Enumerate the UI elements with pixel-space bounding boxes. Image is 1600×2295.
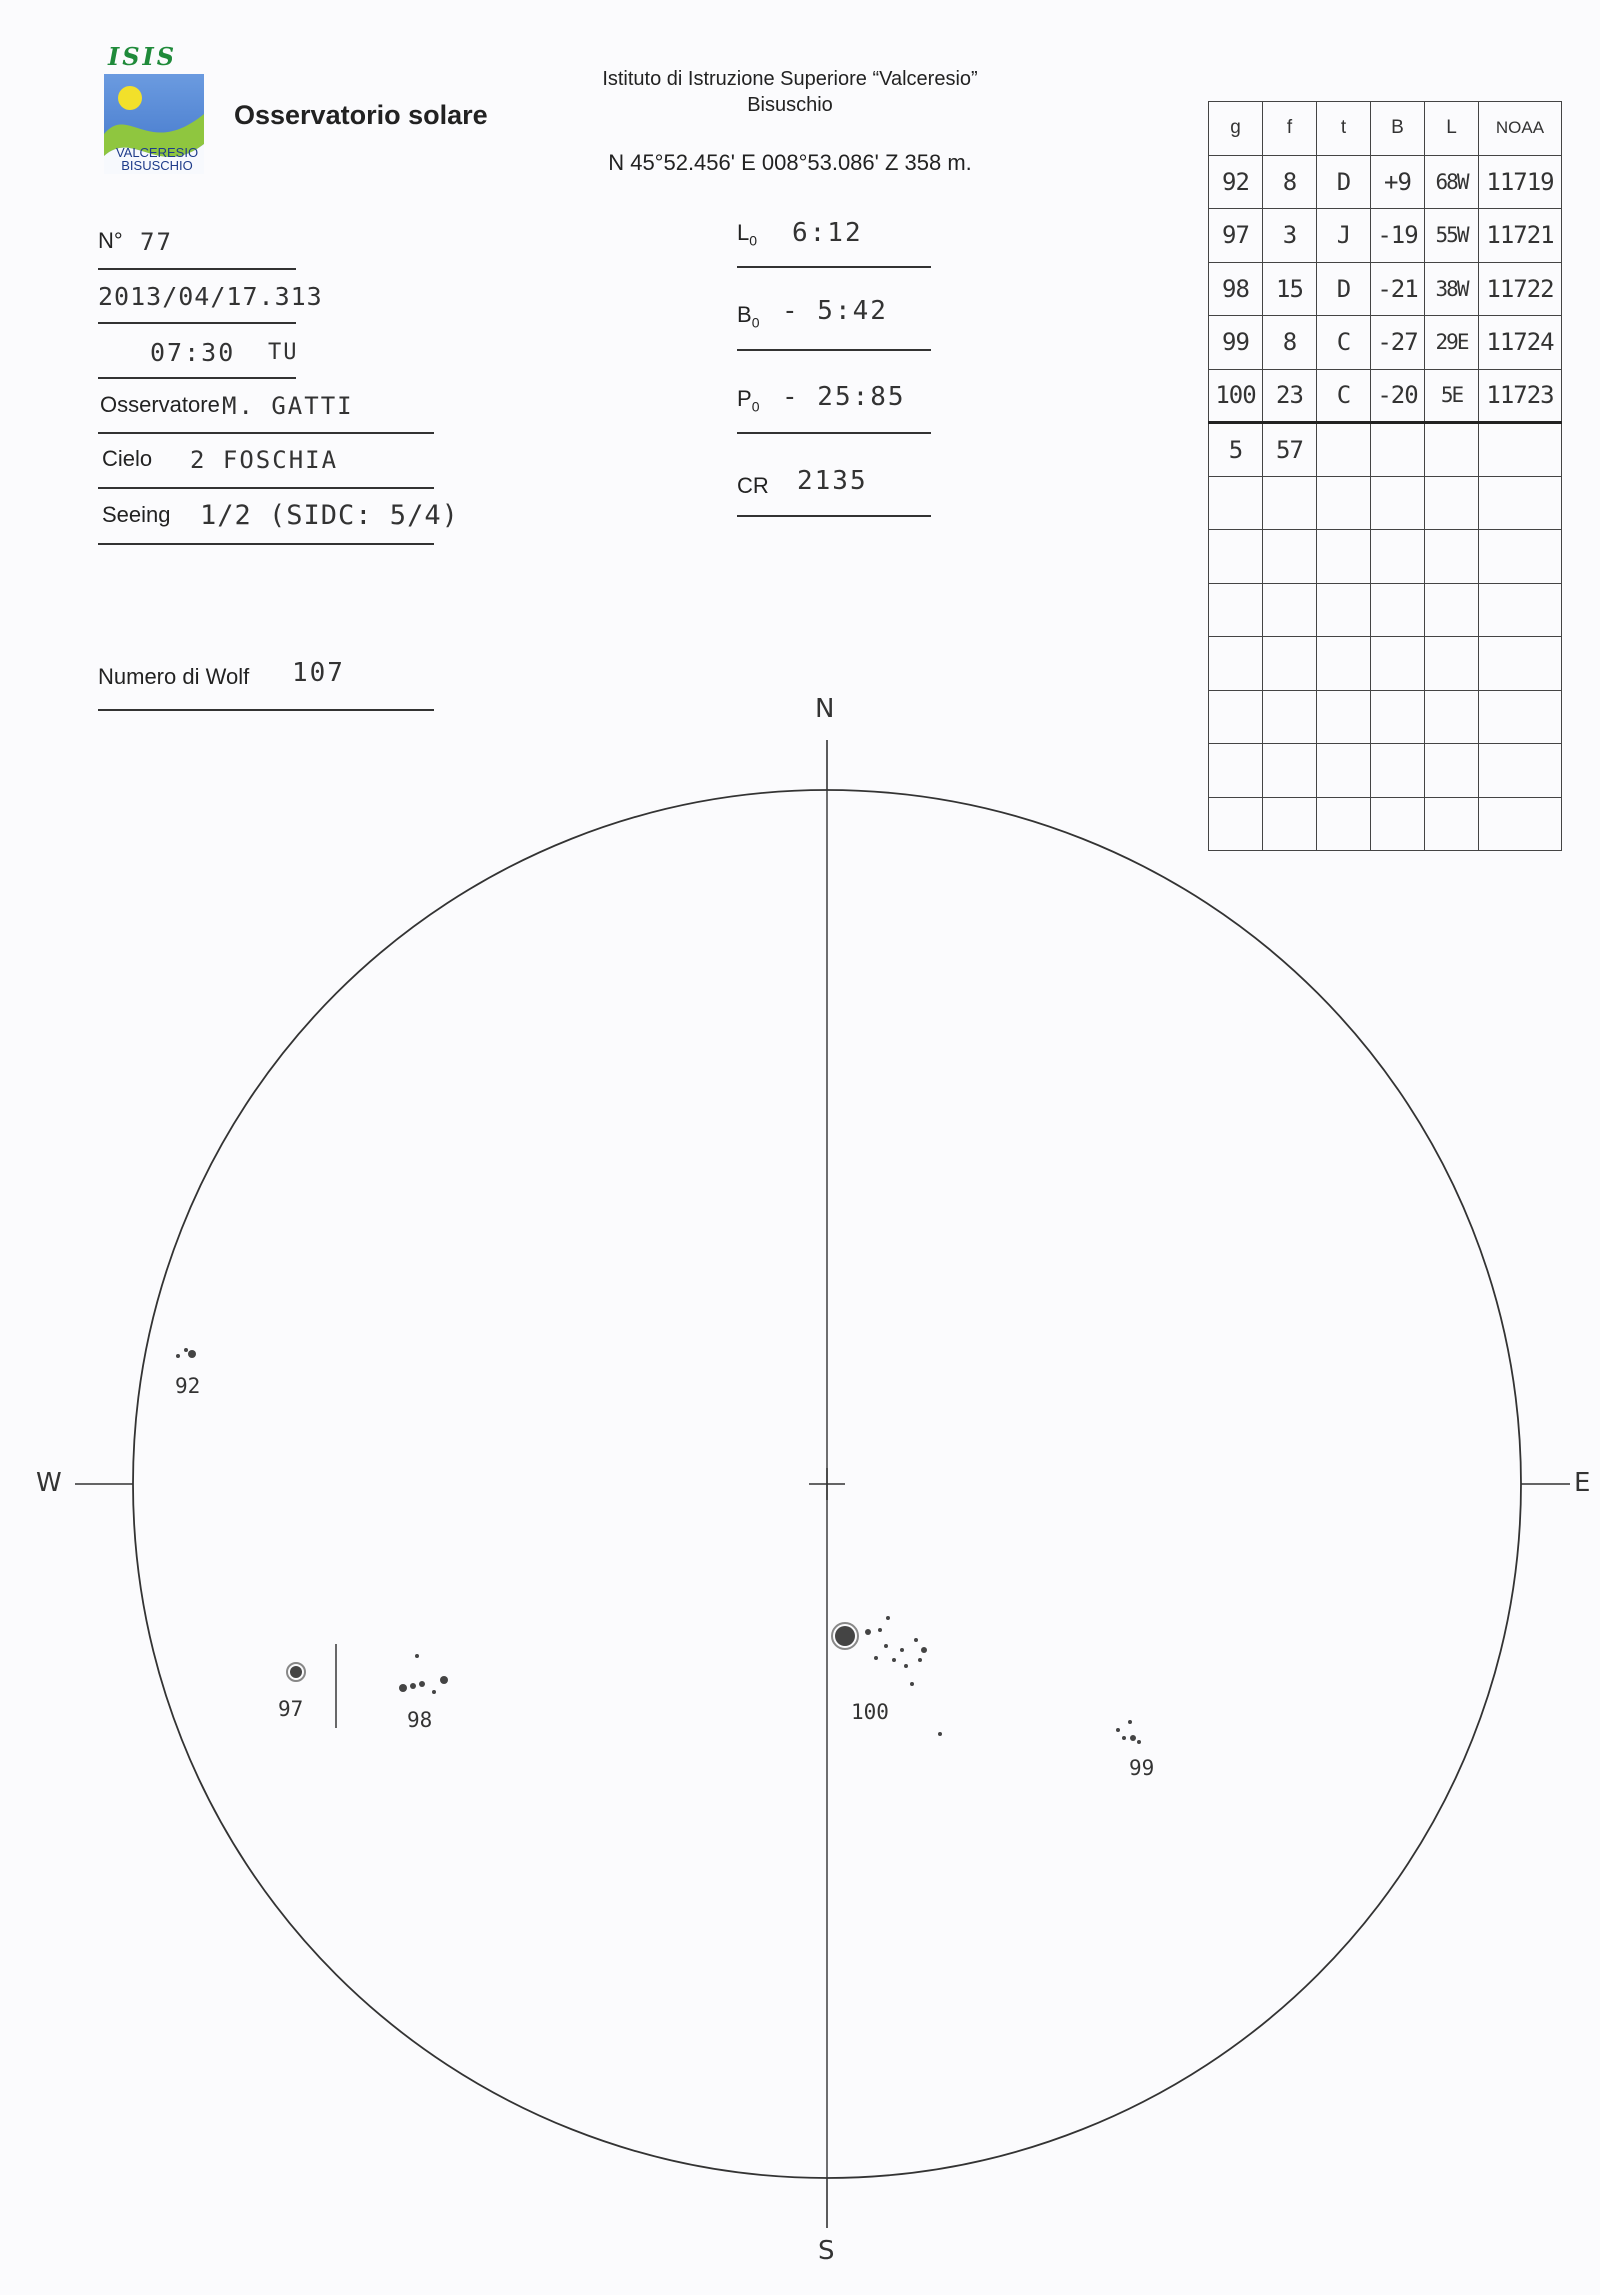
sunspot-100 xyxy=(835,1626,855,1646)
cell-noaa: 11721 xyxy=(1479,209,1562,263)
p0-value: - 25:85 xyxy=(782,382,906,412)
cell-b: -27 xyxy=(1371,316,1425,370)
p0-letter: P xyxy=(737,386,752,411)
cell-noaa: 11719 xyxy=(1479,155,1562,209)
sunspot-99 xyxy=(1130,1735,1136,1741)
east-label: E xyxy=(1574,1468,1591,1498)
time-unit: TU xyxy=(268,340,299,365)
l0-letter: L xyxy=(737,220,750,245)
cell-g: 99 xyxy=(1209,316,1263,370)
sunspot-100 xyxy=(878,1628,882,1632)
sunspot-98 xyxy=(410,1683,416,1689)
l0-value: 6:12 xyxy=(792,218,863,248)
header-b: B xyxy=(1371,102,1425,156)
sunspot-100 xyxy=(874,1656,878,1660)
sunspot-98 xyxy=(432,1690,436,1694)
sunspot-92 xyxy=(188,1350,196,1358)
header-t: t xyxy=(1317,102,1371,156)
cr-value: 2135 xyxy=(797,466,868,496)
cell-g: 98 xyxy=(1209,262,1263,316)
sunspot-100 xyxy=(904,1664,908,1668)
b0-value: - 5:42 xyxy=(782,296,888,326)
cell-l: 55W xyxy=(1425,209,1479,263)
sunspot-99 xyxy=(1116,1728,1120,1732)
sunspot-98 xyxy=(419,1681,425,1687)
cell-b: -20 xyxy=(1371,369,1425,423)
seeing-label: Seeing xyxy=(102,502,171,527)
cell-f: 3 xyxy=(1263,209,1317,263)
sunspot-100 xyxy=(892,1658,896,1662)
group-label-100: 100 xyxy=(851,1700,889,1724)
sunspot-100 xyxy=(914,1638,918,1642)
cell-noaa: 11724 xyxy=(1479,316,1562,370)
header-g: g xyxy=(1209,102,1263,156)
b0-sub: 0 xyxy=(751,314,760,331)
sunspots xyxy=(176,1348,1141,1744)
cell-l: 29E xyxy=(1425,316,1479,370)
sky-label: Cielo xyxy=(102,446,153,471)
sunspot-92 xyxy=(184,1348,188,1352)
logo-acronym: ISIS xyxy=(108,42,178,71)
sunspot-92 xyxy=(176,1354,180,1358)
cell-l: 68W xyxy=(1425,155,1479,209)
wolf-value: 107 xyxy=(292,658,345,688)
cell-b: +9 xyxy=(1371,155,1425,209)
cell-noaa: 11722 xyxy=(1479,262,1562,316)
sunspot-100 xyxy=(918,1658,922,1662)
cell-f: 8 xyxy=(1263,316,1317,370)
cell-l: 38W xyxy=(1425,262,1479,316)
cell-f: 23 xyxy=(1263,369,1317,423)
sunspot-100 xyxy=(865,1629,871,1635)
institute-town: Bisuschio xyxy=(747,94,833,116)
sunspot-99 xyxy=(1137,1740,1141,1744)
p0-sub: 0 xyxy=(751,398,760,415)
site-coordinates: N 45°52.456' E 008°53.086' Z 358 m. xyxy=(608,150,972,175)
sunspot-97 xyxy=(290,1666,302,1678)
seeing-value: 1/2 (SIDC: 5/4) xyxy=(200,500,459,531)
sunspot-100 xyxy=(921,1647,927,1653)
south-label: S xyxy=(818,2236,835,2266)
time-value: 07:30 xyxy=(150,338,236,367)
logo-caption-line1: VALCERESIO xyxy=(115,145,199,160)
number-value: 77 xyxy=(140,228,173,256)
date-value: 2013/04/17.313 xyxy=(98,282,323,311)
b0-letter: B xyxy=(737,302,752,327)
sunspot-100 xyxy=(910,1682,914,1686)
sky-value: 2 FOSCHIA xyxy=(190,446,339,474)
sunspot-100 xyxy=(886,1616,890,1620)
cr-label: CR xyxy=(737,473,769,498)
north-label: N xyxy=(815,694,835,724)
cell-l: 5E xyxy=(1425,369,1479,423)
sunspot-100 xyxy=(938,1732,942,1736)
group-label-99: 99 xyxy=(1129,1756,1155,1780)
logo-caption-line2: BISUSCHIO xyxy=(121,158,193,173)
west-label: W xyxy=(36,1468,62,1498)
sunspot-100 xyxy=(900,1648,904,1652)
cell-t: C xyxy=(1317,369,1371,423)
observer-value: M. GATTI xyxy=(222,392,354,420)
institute-name: Istituto di Istruzione Superiore “Valceresio” xyxy=(602,68,978,90)
sunspot-99 xyxy=(1122,1736,1126,1740)
cell-t: J xyxy=(1317,209,1371,263)
cell-t: D xyxy=(1317,262,1371,316)
wolf-label: Numero di Wolf xyxy=(98,664,250,689)
group-label-97: 97 xyxy=(278,1697,304,1721)
number-label: N° xyxy=(98,228,123,253)
header-f: f xyxy=(1263,102,1317,156)
cell-t: D xyxy=(1317,155,1371,209)
cell-f: 8 xyxy=(1263,155,1317,209)
header-l: L xyxy=(1425,102,1479,156)
cell-f: 15 xyxy=(1263,262,1317,316)
sunspot-98 xyxy=(415,1654,419,1658)
total-groups: 5 xyxy=(1209,423,1263,477)
sunspot-98 xyxy=(440,1676,448,1684)
cell-g: 100 xyxy=(1209,369,1263,423)
group-label-98: 98 xyxy=(407,1708,433,1732)
cell-b: -19 xyxy=(1371,209,1425,263)
observer-label: Osservatore xyxy=(100,392,220,417)
sunspot-98 xyxy=(399,1684,407,1692)
header-noaa: NOAA xyxy=(1479,102,1562,156)
cell-g: 92 xyxy=(1209,155,1263,209)
cell-noaa: 11723 xyxy=(1479,369,1562,423)
l0-sub: 0 xyxy=(749,232,758,249)
cell-b: -21 xyxy=(1371,262,1425,316)
cell-g: 97 xyxy=(1209,209,1263,263)
cell-t: C xyxy=(1317,316,1371,370)
total-spots: 57 xyxy=(1263,423,1317,477)
group-label-92: 92 xyxy=(175,1374,201,1398)
observatory-title: Osservatorio solare xyxy=(234,100,488,130)
sunspot-99 xyxy=(1128,1720,1132,1724)
sunspot-100 xyxy=(884,1644,888,1648)
